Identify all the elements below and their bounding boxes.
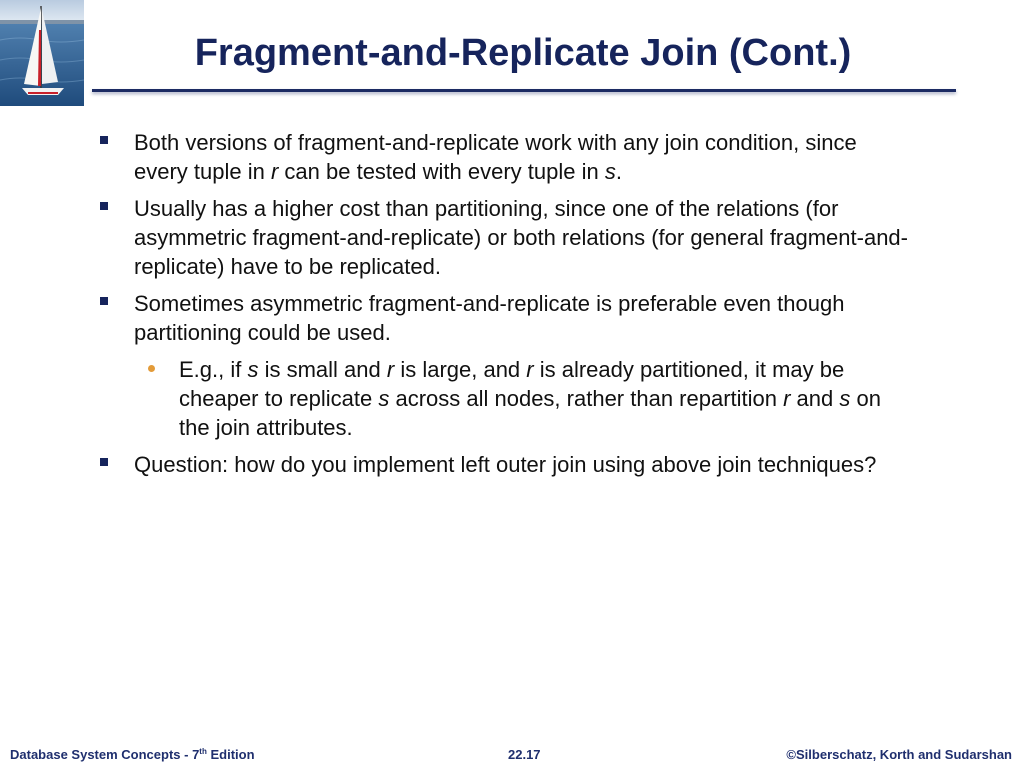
variable-r: r	[526, 357, 534, 382]
bullet-text: .	[615, 159, 622, 184]
variable-r: r	[386, 357, 395, 382]
bullet-item-1	[96, 128, 916, 186]
bullet-item-2	[96, 194, 916, 281]
square-bullet-icon	[100, 136, 108, 144]
square-bullet-icon	[100, 458, 108, 466]
bullet-text: and	[790, 386, 840, 411]
bullet-text: is large, and	[394, 357, 527, 382]
variable-r: r	[270, 159, 279, 184]
variable-r: r	[783, 386, 791, 411]
variable-s: s	[604, 159, 616, 184]
variable-s: s	[247, 357, 259, 382]
bullet-text: E.g., if	[179, 357, 248, 382]
bullet-text: across all nodes, rather than repartition	[389, 386, 784, 411]
title-underline	[92, 89, 956, 92]
bullet-item-3	[96, 289, 916, 347]
bullet-text: can be tested with every tuple in	[278, 159, 605, 184]
footer-book-title-text: Database System Concepts - 7	[10, 747, 200, 762]
bullet-text: Usually has a higher cost than partitioning, since one of the relations (for asymmetric fragment-and-replicate) or both relations (for general fragment-and-replicate) have to be replicated.	[134, 196, 908, 279]
page-number: 22.17	[508, 747, 541, 762]
bullet-list	[96, 128, 916, 487]
bullet-text: is already partitioned, it may be cheaper to replicate	[179, 357, 845, 411]
bullet-text: on the join attributes.	[179, 386, 881, 440]
sub-bullet-item	[96, 355, 916, 442]
footer-edition-text: Edition	[206, 747, 255, 762]
footer-edition-superscript: th	[199, 747, 207, 756]
variable-s: s	[839, 386, 851, 411]
bullet-item-4	[96, 450, 916, 479]
bullet-text: Question: how do you implement left outer join using above join techniques?	[134, 452, 877, 477]
bullet-text: Both versions of fragment-and-replicate work with any join condition, since every tuple in	[134, 130, 857, 184]
variable-s: s	[378, 386, 390, 411]
bullet-text: is small and	[258, 357, 387, 382]
bullet-text: Sometimes asymmetric fragment-and-replicate is preferable even though partitioning could be used.	[134, 291, 845, 345]
square-bullet-icon	[100, 297, 108, 305]
dot-bullet-icon	[148, 365, 155, 372]
slide-footer	[0, 745, 1024, 765]
sailboat-photo-icon	[0, 0, 84, 106]
footer-book-title	[10, 747, 255, 762]
slide-title: Fragment-and-Replicate Join (Cont.)	[194, 32, 852, 74]
square-bullet-icon	[100, 202, 108, 210]
footer-copyright: ©Silberschatz, Korth and Sudarshan	[786, 747, 1012, 762]
